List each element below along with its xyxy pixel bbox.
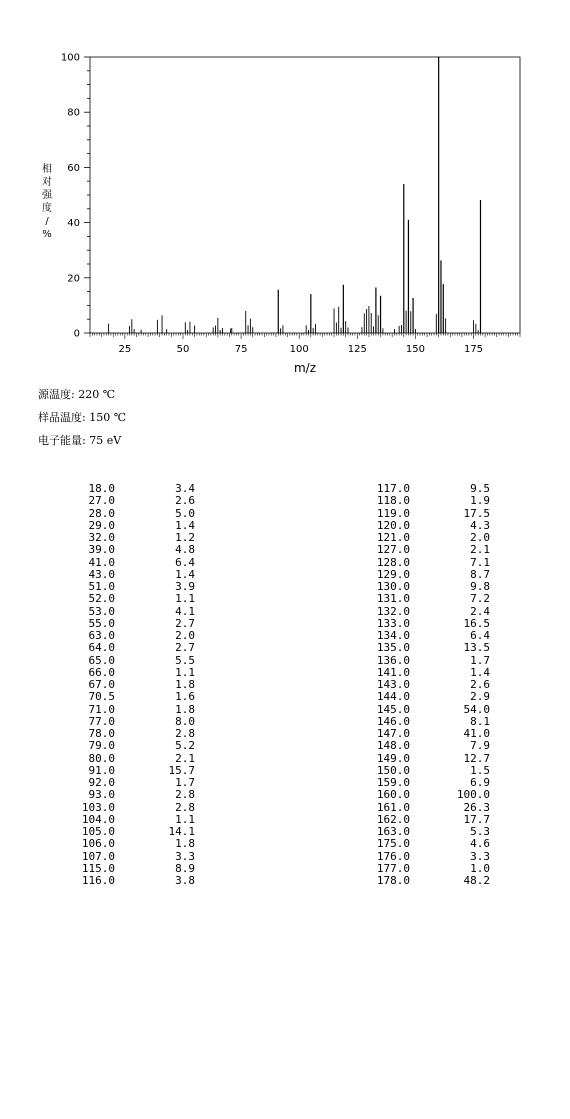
table-row — [60, 716, 220, 728]
mz-value: 107.0 — [81, 849, 115, 863]
table-row — [355, 642, 515, 654]
mz-value: 144.0 — [376, 690, 410, 704]
table-row — [355, 875, 515, 887]
table-row — [60, 495, 220, 507]
intensity-value: 1.4 — [175, 518, 195, 532]
mz-value: 129.0 — [376, 567, 410, 581]
mz-value: 43.0 — [88, 567, 115, 581]
mz-value: 115.0 — [81, 861, 115, 875]
table-row — [60, 667, 220, 679]
table-row — [60, 789, 220, 801]
table-row — [60, 642, 220, 654]
intensity-value: 4.3 — [470, 518, 490, 532]
mz-value: 91.0 — [88, 763, 115, 777]
table-row — [60, 569, 220, 581]
intensity-value: 54.0 — [463, 702, 490, 716]
plot-frame — [90, 57, 520, 333]
mz-value: 148.0 — [376, 739, 410, 753]
mz-value: 52.0 — [88, 592, 115, 606]
mz-value: 132.0 — [376, 604, 410, 618]
mz-value: 118.0 — [376, 494, 410, 508]
intensity-value: 2.8 — [175, 727, 195, 740]
mz-value: 127.0 — [376, 543, 410, 557]
mz-value: 63.0 — [88, 629, 115, 642]
intensity-value: 4.6 — [470, 837, 490, 851]
mz-value: 120.0 — [376, 518, 410, 532]
mz-value: 67.0 — [88, 678, 115, 691]
mz-value: 104.0 — [81, 812, 115, 826]
intensity-value: 48.2 — [463, 874, 490, 887]
mz-value: 145.0 — [376, 702, 410, 716]
mz-value: 134.0 — [376, 629, 410, 642]
intensity-value: 2.7 — [175, 641, 195, 655]
table-row — [60, 851, 220, 863]
intensity-value: 9.8 — [470, 580, 490, 593]
intensity-value: 1.1 — [175, 665, 195, 679]
intensity-value: 5.2 — [175, 739, 195, 753]
table-row — [60, 606, 220, 618]
mz-value: 119.0 — [376, 506, 410, 520]
peak-table-left — [60, 483, 220, 887]
y-tick-label: 60 — [67, 162, 80, 174]
mz-value: 65.0 — [88, 653, 115, 667]
table-row — [60, 679, 220, 691]
intensity-value: 2.8 — [175, 800, 195, 814]
mz-value: 78.0 — [88, 727, 115, 740]
intensity-value: 14.1 — [168, 825, 195, 838]
intensity-value: 1.4 — [175, 567, 195, 581]
table-row — [60, 544, 220, 556]
intensity-value: 15.7 — [168, 763, 195, 777]
x-tick-label: 175 — [463, 344, 484, 355]
mz-value: 130.0 — [376, 580, 410, 593]
table-row — [60, 765, 220, 777]
table-row — [60, 483, 220, 495]
spectrum-bars — [109, 57, 481, 333]
intensity-value: 5.5 — [175, 653, 195, 667]
table-row — [355, 606, 515, 618]
mz-value: 66.0 — [88, 665, 115, 679]
peak-table-right — [355, 483, 515, 887]
table-row — [60, 655, 220, 667]
table-row — [60, 753, 220, 765]
intensity-value: 7.1 — [470, 555, 490, 569]
intensity-value: 2.6 — [470, 678, 490, 691]
intensity-value: 17.7 — [463, 812, 490, 826]
intensity-value: 5.3 — [470, 825, 490, 838]
intensity-value: 2.0 — [470, 531, 490, 544]
intensity-value: 6.4 — [470, 629, 490, 642]
mass-spectrum-chart — [0, 0, 570, 380]
mz-value: 28.0 — [88, 506, 115, 520]
table-row — [60, 838, 220, 850]
mz-value: 128.0 — [376, 555, 410, 569]
mz-value: 117.0 — [376, 482, 410, 495]
table-row — [355, 802, 515, 814]
intensity-value: 26.3 — [463, 800, 490, 814]
table-row — [355, 740, 515, 752]
y-tick-label: 100 — [60, 52, 80, 64]
intensity-value: 12.7 — [463, 751, 490, 765]
intensity-value: 41.0 — [463, 727, 490, 740]
x-tick-label: 100 — [289, 344, 309, 355]
y-axis-label: 相对强度/ % — [42, 164, 52, 240]
intensity-value: 1.1 — [175, 812, 195, 826]
mz-value: 161.0 — [376, 800, 410, 814]
mz-value: 141.0 — [376, 665, 410, 679]
mz-value: 70.5 — [88, 690, 115, 704]
intensity-value: 1.2 — [175, 531, 195, 544]
intensity-value: 3.8 — [175, 874, 195, 887]
intensity-value: 1.7 — [470, 653, 490, 667]
intensity-value: 1.9 — [470, 494, 490, 508]
table-row — [60, 777, 220, 789]
mz-value: 160.0 — [376, 788, 410, 802]
intensity-value: 5.0 — [175, 506, 195, 520]
mz-value: 55.0 — [88, 616, 115, 630]
intensity-value: 3.3 — [175, 849, 195, 863]
table-row — [60, 802, 220, 814]
table-row — [60, 875, 220, 887]
intensity-value: 2.4 — [470, 604, 490, 618]
source-temperature: 源温度: 220 ℃ — [38, 388, 115, 401]
intensity-value: 2.1 — [470, 543, 490, 557]
mz-value: 175.0 — [376, 837, 410, 851]
mz-value: 53.0 — [88, 604, 115, 618]
mz-value: 150.0 — [376, 763, 410, 777]
table-row — [60, 581, 220, 593]
intensity-value: 1.7 — [175, 776, 195, 789]
y-tick-label: 80 — [67, 107, 80, 119]
intensity-value: 17.5 — [463, 506, 490, 520]
mz-value: 93.0 — [88, 788, 115, 802]
x-tick-label: 50 — [176, 344, 190, 355]
intensity-value: 1.4 — [470, 665, 490, 679]
intensity-value: 6.4 — [175, 555, 195, 569]
mz-value: 146.0 — [376, 714, 410, 728]
intensity-value: 2.0 — [175, 629, 195, 642]
table-row — [355, 851, 515, 863]
mz-value: 105.0 — [81, 825, 115, 838]
table-row — [60, 520, 220, 532]
mz-value: 39.0 — [88, 543, 115, 557]
intensity-value: 3.3 — [470, 849, 490, 863]
intensity-value: 16.5 — [463, 616, 490, 630]
table-row — [355, 753, 515, 765]
mz-value: 77.0 — [88, 714, 115, 728]
mz-value: 103.0 — [81, 800, 115, 814]
intensity-value: 4.1 — [175, 604, 195, 618]
table-row — [355, 789, 515, 801]
mz-value: 176.0 — [376, 849, 410, 863]
x-axis — [90, 333, 520, 355]
mz-value: 136.0 — [376, 653, 410, 667]
intensity-value: 3.4 — [175, 482, 195, 495]
mz-value: 71.0 — [88, 702, 115, 716]
mz-value: 32.0 — [88, 531, 115, 544]
intensity-value: 100.0 — [456, 788, 490, 802]
table-row — [60, 630, 220, 642]
intensity-value: 9.5 — [470, 482, 490, 495]
table-row — [60, 691, 220, 703]
mz-value: 18.0 — [88, 482, 115, 495]
table-row — [355, 704, 515, 716]
table-row — [355, 495, 515, 507]
intensity-value: 8.7 — [470, 567, 490, 581]
intensity-value: 4.8 — [175, 543, 195, 557]
table-row — [355, 544, 515, 556]
mz-value: 163.0 — [376, 825, 410, 838]
x-tick-label: 75 — [234, 344, 248, 355]
y-tick-label: 40 — [67, 218, 80, 230]
intensity-value: 8.1 — [470, 714, 490, 728]
intensity-value: 8.9 — [175, 861, 195, 875]
intensity-value: 1.8 — [175, 837, 195, 851]
table-row — [60, 557, 220, 569]
intensity-value: 2.9 — [470, 690, 490, 704]
mz-value: 131.0 — [376, 592, 410, 606]
intensity-value: 1.5 — [470, 763, 490, 777]
mz-value: 29.0 — [88, 518, 115, 532]
table-row — [355, 691, 515, 703]
table-row — [60, 704, 220, 716]
mz-value: 143.0 — [376, 678, 410, 691]
intensity-value: 6.9 — [470, 776, 490, 789]
mz-value: 41.0 — [88, 555, 115, 569]
mz-value: 27.0 — [88, 494, 115, 508]
mz-value: 79.0 — [88, 739, 115, 753]
intensity-value: 8.0 — [175, 714, 195, 728]
table-row — [355, 508, 515, 520]
x-axis-label: m/z — [293, 361, 317, 375]
y-tick-label: 0 — [73, 328, 80, 340]
table-row — [355, 593, 515, 605]
intensity-value: 3.9 — [175, 580, 195, 593]
intensity-value: 1.8 — [175, 702, 195, 716]
mz-value: 147.0 — [376, 727, 410, 740]
mz-value: 177.0 — [376, 861, 410, 875]
intensity-value: 1.8 — [175, 678, 195, 691]
table-row — [60, 728, 220, 740]
sample-temperature: 样品温度: 150 ℃ — [38, 411, 126, 424]
table-row — [60, 618, 220, 630]
intensity-value: 1.6 — [175, 690, 195, 704]
mz-value: 80.0 — [88, 751, 115, 765]
y-tick-label: 20 — [67, 273, 80, 285]
table-row — [355, 655, 515, 667]
mz-value: 64.0 — [88, 641, 115, 655]
x-tick-label: 125 — [347, 344, 367, 355]
table-row — [60, 593, 220, 605]
mz-value: 159.0 — [376, 776, 410, 789]
mz-value: 149.0 — [376, 751, 410, 765]
x-tick-label: 25 — [118, 344, 132, 355]
x-tick-label: 150 — [405, 344, 425, 355]
electron-energy: 电子能量: 75 eV — [38, 434, 122, 447]
table-row — [60, 740, 220, 752]
intensity-value: 2.8 — [175, 788, 195, 802]
table-row — [60, 532, 220, 544]
intensity-value: 7.2 — [470, 592, 490, 606]
mz-value: 135.0 — [376, 641, 410, 655]
intensity-value: 2.7 — [175, 616, 195, 630]
y-axis — [61, 53, 90, 340]
intensity-value: 13.5 — [463, 641, 490, 655]
mz-value: 92.0 — [88, 776, 115, 789]
intensity-value: 1.1 — [175, 592, 195, 606]
mz-value: 106.0 — [81, 837, 115, 851]
mz-value: 133.0 — [376, 616, 410, 630]
table-row — [60, 508, 220, 520]
mz-value: 178.0 — [376, 874, 410, 887]
mz-value: 116.0 — [81, 874, 115, 887]
intensity-value: 2.6 — [175, 494, 195, 508]
intensity-value: 7.9 — [470, 739, 490, 753]
mz-value: 162.0 — [376, 812, 410, 826]
table-row — [355, 838, 515, 850]
mz-value: 121.0 — [376, 531, 410, 544]
mz-value: 51.0 — [88, 580, 115, 593]
table-row — [355, 557, 515, 569]
intensity-value: 1.0 — [470, 861, 490, 875]
intensity-value: 2.1 — [175, 751, 195, 765]
